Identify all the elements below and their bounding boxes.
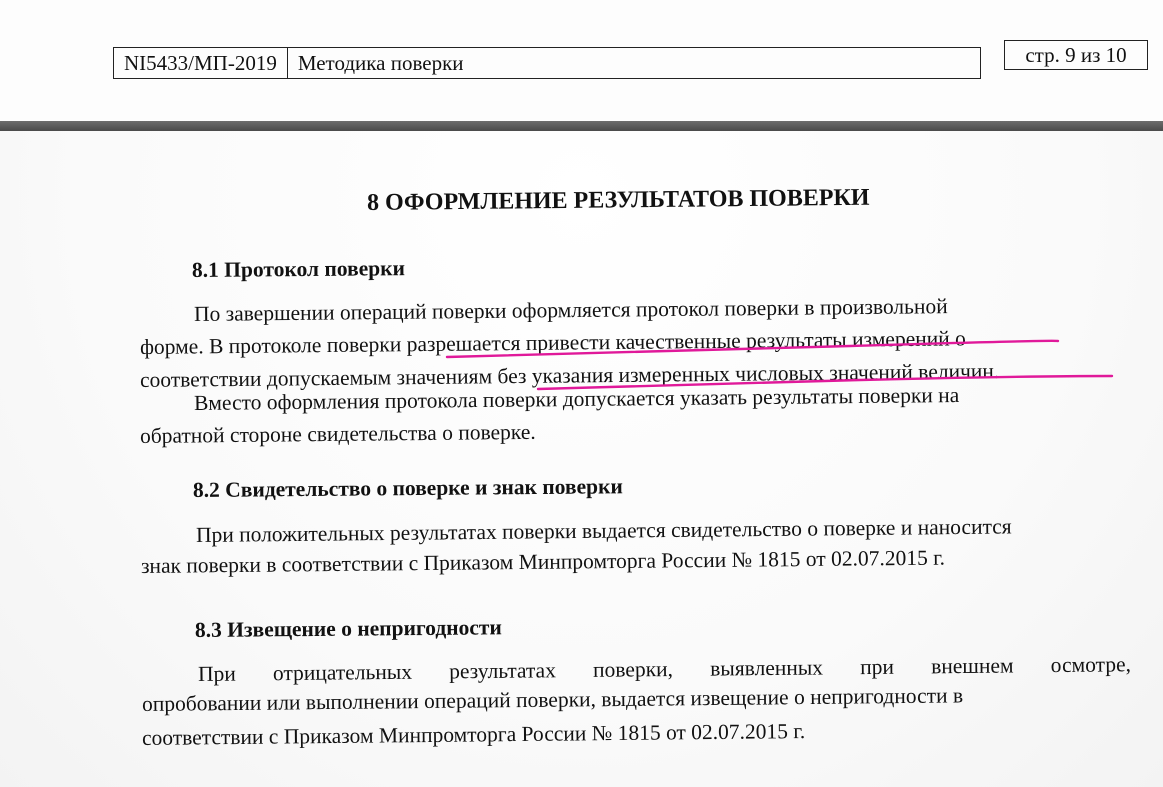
page-separator — [0, 121, 1163, 131]
paragraph-line: знак поверки в соответствии с Приказом Минпромторга России № 1815 от 02.07.2015 г. — [140, 545, 946, 578]
paragraph-line: опробовании или выполнении операций поверки, выдается извещение о непригодности в — [141, 683, 964, 716]
paragraph-line: Вместо оформления протокола поверки допускается указать результаты поверки на — [193, 382, 960, 415]
paragraph-line: обратной стороне свидетельства о поверке. — [139, 419, 536, 448]
doc-name: Методика поверки — [297, 51, 464, 75]
paragraph-line: соответствии допускаемым значениям без указания измеренных числовых значений величин. — [139, 359, 1000, 392]
doc-code: NI5433/МП-2019 — [114, 48, 288, 78]
section-title: 8 ОФОРМЛЕНИЕ РЕЗУЛЬТАТОВ ПОВЕРКИ — [366, 184, 870, 216]
paragraph-line: При положительных результатах поверки выдается свидетельство о поверке и наносится — [195, 514, 1012, 547]
paragraph-line: соответствии с Приказом Минпромторга России № 1815 от 02.07.2015 г. — [141, 719, 806, 750]
paragraph-line: По завершении операций поверки оформляется протокол поверки в произвольной — [193, 294, 948, 326]
subsection-heading-8-1: 8.1 Протокол поверки — [191, 256, 406, 282]
subsection-heading-8-3: 8.3 Извещение о непригодности — [194, 615, 502, 642]
paragraph-line: форме. В протоколе поверки разрешается привести качественные результаты измерений о — [139, 326, 966, 359]
page-number: стр. 9 из 10 — [1004, 40, 1148, 70]
paragraph-line: При отрицательных результатах поверки, выявленных при внешнем осмотре, — [197, 652, 1132, 686]
subsection-heading-8-2: 8.2 Свидетельство о поверке и знак поверки — [192, 474, 623, 502]
document-header — [113, 47, 981, 79]
